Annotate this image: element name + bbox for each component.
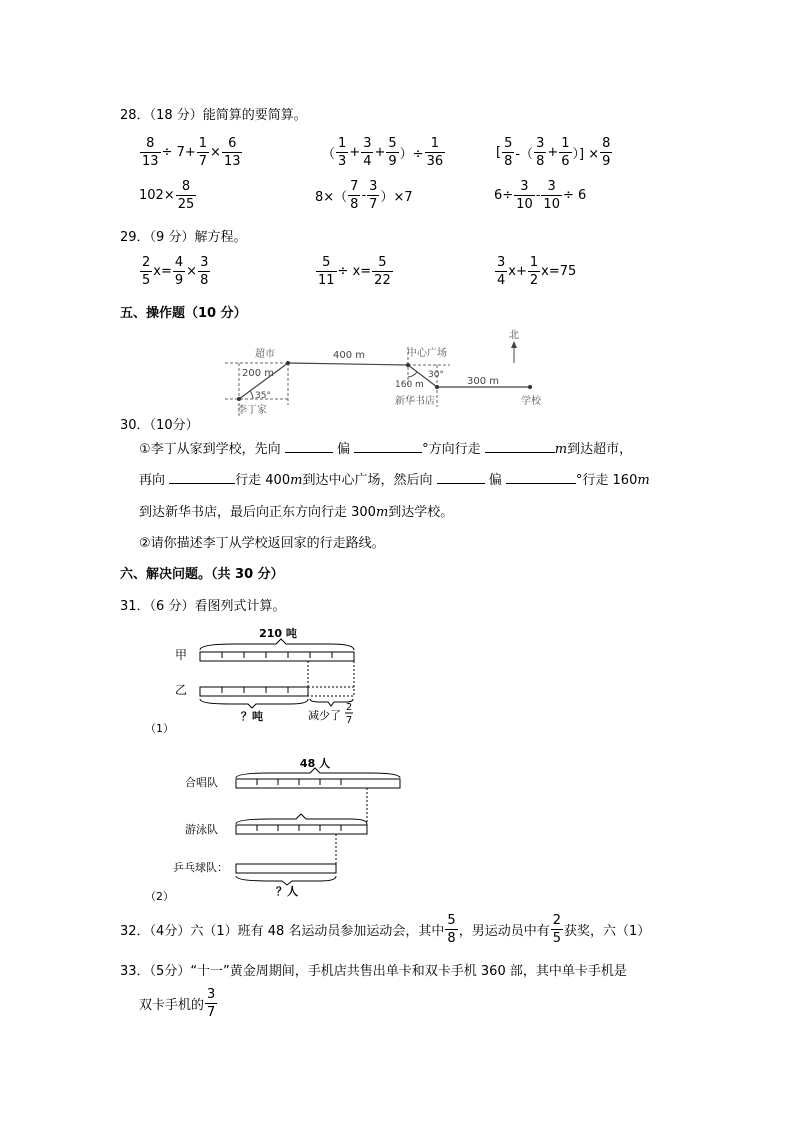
q28-expr-3: [ $\frac{5}{8}$ -（ $\frac{3}{8}$ + $\frac{1}{6}$ ）] × $\frac{8}{9}$ <box>496 136 611 169</box>
d2-question-label: ？人 <box>276 885 298 897</box>
angle2-label: 30° <box>428 370 444 380</box>
north-label: 北 <box>509 330 519 341</box>
angle1-label: 35° <box>255 391 271 401</box>
q30-line2: 再向 行走 400m到达中心广场，然后向 偏 °行走 160m <box>139 473 650 488</box>
q28-expr-1: $\frac{8}{13}$ ÷ 7+ $\frac{1}{7}$ × $\frac{6}{13}$ <box>142 136 241 169</box>
d2-pingpong-label: 乒乓球队： <box>173 861 228 874</box>
d2-choir-label: 合唱队 <box>185 776 218 789</box>
q28-expr-4: 102× $\frac{8}{25}$ <box>139 179 195 212</box>
school-label: 学校 <box>521 396 541 407</box>
route-map <box>225 325 565 420</box>
q30-title: 30．（10分） <box>120 418 199 433</box>
q30-line4: ②请你描述李丁从学校返回家的行走路线。 <box>139 536 385 551</box>
d1-frac-num: 2 <box>345 702 353 713</box>
d1-yi-label: 乙 <box>175 683 188 697</box>
d1-frac-den: 7 <box>345 715 353 726</box>
d2-number: （2） <box>145 890 174 903</box>
seg4-label: 300 m <box>467 376 500 387</box>
q33-line2: 双卡手机的 $\frac{3}{7}$ <box>139 987 216 1020</box>
q29-title: 29．（9 分）解方程。 <box>120 230 247 245</box>
d2-total-label: 48 人 <box>299 757 331 770</box>
seg2-label: 400 m <box>333 350 366 361</box>
section5-heading: 五、操作题（10 分） <box>120 306 247 321</box>
q28-expr-2: （ $\frac{1}{3}$ + $\frac{3}{4}$ + $\frac{5}{9}$ ）÷ $\frac{1}{36}$ <box>322 136 444 169</box>
home-label: 李丁家 <box>237 405 267 416</box>
q29-expr-1: $\frac{2}{5}$ x= $\frac{4}{9}$ × $\frac{3}{8}$ <box>142 255 209 288</box>
bookstore-label: 新华书店 <box>395 396 435 407</box>
seg1-label: 200 m <box>242 368 275 379</box>
section6-heading: 六、解决问题。（共 30 分） <box>120 567 284 582</box>
q32-text: 32．（4分）六（1）班有 48 名运动员参加运动会，其中 $\frac{5}{8}$ ，男运动员中有 $\frac{2}{5}$ 获奖，六（1） <box>120 913 651 946</box>
q28-title: 28．（18 分）能简算的要简算。 <box>120 108 307 123</box>
plaza-label: 中心广场 <box>407 348 447 359</box>
q33-line1: 33．（5分）“十一”黄金周期间，手机店共售出单卡和双卡手机 360 部，其中单卡手机是 <box>120 964 627 979</box>
d2-swim-label: 游泳队 <box>185 823 218 836</box>
d1-total-label: 210 吨 <box>259 627 297 640</box>
q30-line3: 到达新华书店，最后向正东方向行走 300m到达学校。 <box>139 505 454 520</box>
bar-diagram-1 <box>140 622 380 732</box>
q29-expr-3: $\frac{3}{4}$ x+ $\frac{1}{2}$ x=75 <box>497 255 577 288</box>
d1-less-label: 减少了 <box>308 709 341 722</box>
seg3-label: 160 m <box>395 380 424 390</box>
supermarket-label: 超市 <box>255 349 275 360</box>
bar-diagram-2 <box>170 752 410 897</box>
d1-jia-label: 甲 <box>175 648 188 662</box>
q28-expr-5: 8×（ $\frac{7}{8}$ - $\frac{3}{7}$ ）×7 <box>315 179 413 212</box>
q30-line1: ①李丁从家到学校，先向 偏 °方向行走 m到达超市， <box>139 442 633 457</box>
q28-expr-6: 6÷ $\frac{3}{10}$ - $\frac{3}{10}$ ÷ 6 <box>494 179 587 212</box>
d1-question-label: ？吨 <box>241 710 263 723</box>
q29-expr-2: $\frac{5}{11}$ ÷ x= $\frac{5}{22}$ <box>318 255 391 288</box>
d1-number: （1） <box>145 722 174 735</box>
q31-title: 31．（6 分）看图列式计算。 <box>120 599 286 614</box>
